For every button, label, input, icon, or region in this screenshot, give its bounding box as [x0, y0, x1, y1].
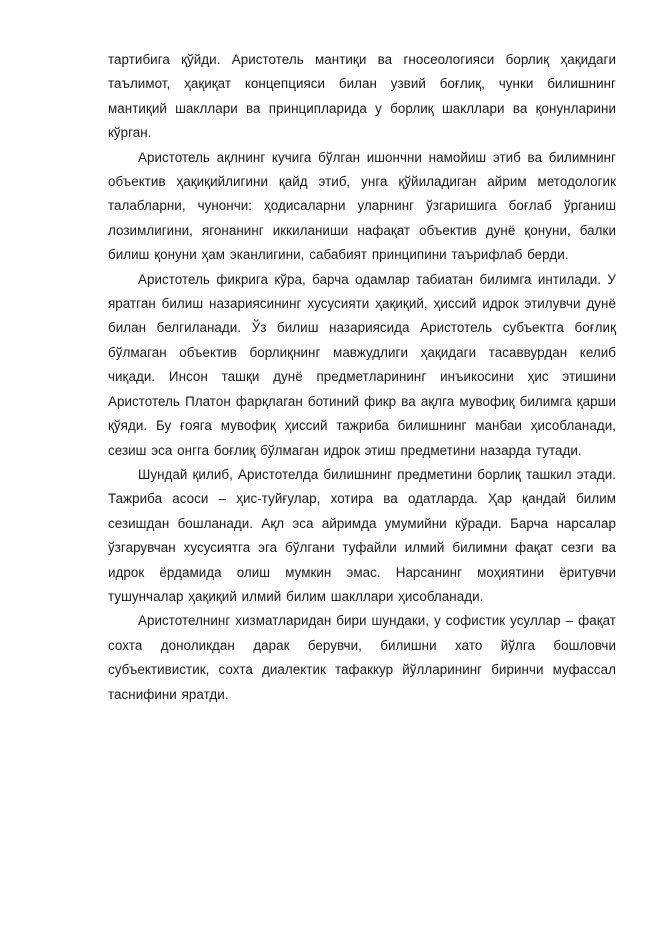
- paragraph-1: тартибига қўйди. Аристотель мантиқи ва гносеологияси борлиқ ҳақидаги таълимот, ҳақиқат концепцияси билан узвий боғлиқ, чунки билишнинг мантиқий шакллари ва принципларида у борлиқ шакллари ва қонунларини кўрган.: [108, 52, 616, 141]
- document-page: [108, 48, 616, 707]
- paragraph-4: Шундай қилиб, Аристотелда билишнинг предметини борлиқ ташкил этади. Тажриба асоси – ҳис-туйғулар, хотира ва одатларда. Ҳар қандай билим сезишдан бошланади. Ақл эса айримда умумийни кўради. Барча нарсалар ўзгарувчан хусусиятга эга бўлгани туфайли илмий билимни фақат сезги ва идрок ёрдамида олиш мумкин эмас. Нарсанинг моҳиятини ёритувчи тушунчалар ҳақиқий илмий билим шакллари ҳисобланади.: [108, 466, 616, 604]
- paragraph-2: Аристотель ақлнинг кучига бўлган ишончни намойиш этиб ва билимнинг объектив ҳақиқийлигини қайд этиб, унга қўйиладиган айрим методологик талабларни, чунончи: ҳодисаларни уларнинг ўзгаришига боғлаб ўрганиш лозимлигини, ягонанинг иккиланиши нафақат объектив дунё қонуни, балки билиш қонуни ҳам эканлигини, сабабият принципини таърифлаб берди.: [108, 149, 616, 263]
- paragraph-5: Аристотелнинг хизматларидан бири шундаки, у софистик усуллар – фақат сохта доноликдан дарак берувчи, билишни хато йўлга бошловчи субъективистик, сохта диалектик тафаккур йўлларининг биринчи муфассал таснифини яратди.: [108, 613, 616, 702]
- paragraph-3: Аристотель фикрига кўра, барча одамлар табиатан билимга интилади. У яратган билиш назариясининг хусусияти ҳақиқий, ҳиссий идрок этилувчи дунё билан белгиланади. Ўз билиш назариясида Аристотель субъектга боғлиқ бўлмаган объектив борлиқнинг мавжудлиги ҳақидаги тасаввурдан келиб чиқади. Инсон ташқи дунё предметларининг инъикосини ҳис этишини Аристотель Платон фарқлаган ботиний фикр ва ақлга мувофиқ билимга қарши қўяди. Бу ғояга мувофиқ ҳиссий тажриба билишнинг манбаи ҳисобланади, сезиш эса онгга боғлиқ бўлмаган идрок этиш предметини назарда тутади.: [108, 271, 616, 458]
